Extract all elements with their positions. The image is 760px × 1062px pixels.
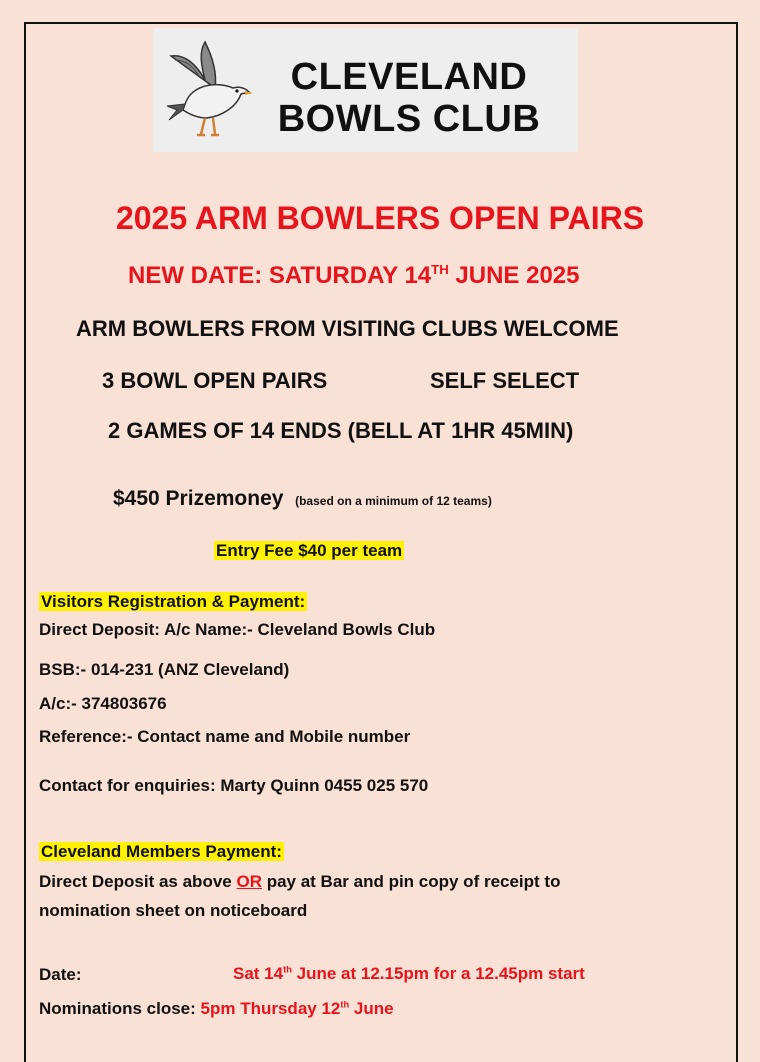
welcome-line: ARM BOWLERS FROM VISITING CLUBS WELCOME bbox=[76, 316, 619, 341]
date-value: Sat 14th June at 12.15pm for a 12.45pm start bbox=[233, 964, 585, 983]
event-title: 2025 ARM BOWLERS OPEN PAIRS bbox=[115, 200, 645, 236]
members-heading: Cleveland Members Payment: bbox=[41, 842, 282, 861]
direct-deposit-line: Direct Deposit: A/c Name:- Cleveland Bowls Club bbox=[39, 620, 436, 639]
format-right: SELF SELECT bbox=[430, 368, 580, 393]
logo-line-2: BOWLS CLUB bbox=[277, 98, 541, 140]
prize-money: $450 Prizemoney (based on a minimum of 12 teams) bbox=[113, 487, 492, 510]
date-label: Date: bbox=[39, 965, 82, 984]
contact-line: Contact for enquiries: Marty Quinn 0455 025 570 bbox=[39, 776, 429, 795]
logo-line-1: CLEVELAND bbox=[290, 56, 528, 98]
nominations-value: 5pm Thursday 12th June bbox=[200, 999, 394, 1018]
nominations-close: Nominations close: 5pm Thursday 12th June bbox=[39, 999, 394, 1018]
account-line: A/c:- 374803676 bbox=[39, 694, 167, 713]
reference-line: Reference:- Contact name and Mobile number bbox=[39, 727, 411, 746]
seagull-icon bbox=[161, 36, 253, 144]
format-left: 3 BOWL OPEN PAIRS bbox=[102, 368, 328, 393]
games-line: 2 GAMES OF 14 ENDS (BELL AT 1HR 45MIN) bbox=[108, 418, 574, 443]
bsb-line: BSB:- 014-231 (ANZ Cleveland) bbox=[39, 660, 290, 679]
visitors-heading: Visitors Registration & Payment: bbox=[41, 592, 306, 611]
members-line-2: nomination sheet on noticeboard bbox=[39, 901, 308, 920]
entry-fee: Entry Fee $40 per team bbox=[216, 541, 403, 560]
club-logo bbox=[153, 28, 578, 152]
new-date: NEW DATE: SATURDAY 14TH JUNE 2025 bbox=[128, 262, 580, 289]
members-line-1: Direct Deposit as above OR pay at Bar and pin copy of receipt to bbox=[39, 872, 561, 891]
prize-note: (based on a minimum of 12 teams) bbox=[295, 494, 492, 508]
